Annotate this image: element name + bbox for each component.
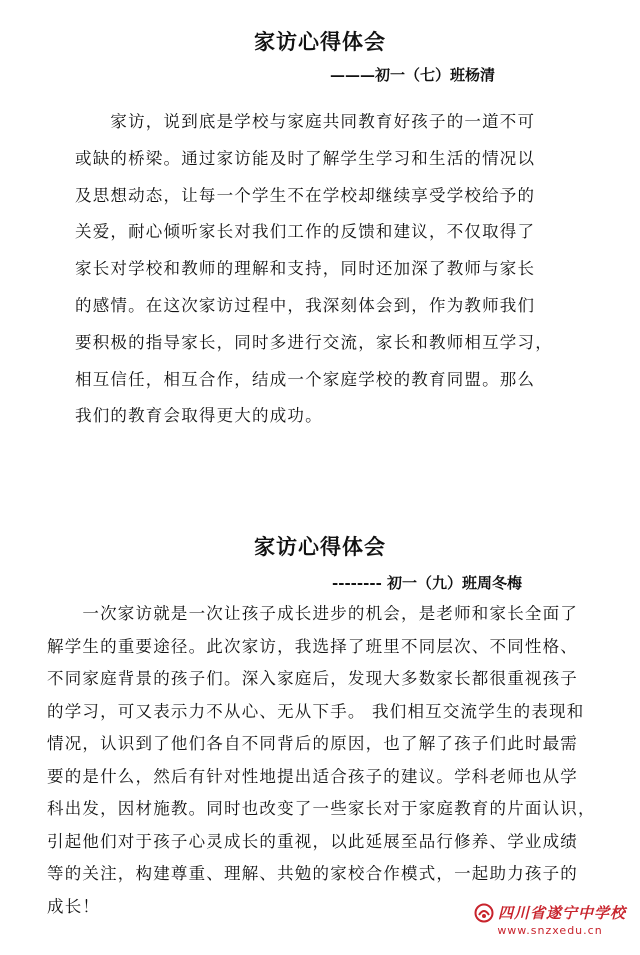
article2-byline: -------- 初一（九）班周冬梅 xyxy=(332,574,523,592)
paragraph-line: 等的关注，构建尊重、理解、共勉的家校合作模式，一起助力孩子的 xyxy=(47,864,578,883)
article1-title: 家访心得体会 xyxy=(254,29,386,54)
paragraph-line: 关爱，耐心倾听家长对我们工作的反馈和建议，不仅取得了 xyxy=(75,222,536,242)
paragraph-line: 科出发，因材施教。同时也改变了一些家长对于家庭教育的片面认识， xyxy=(47,799,596,818)
paragraph-line: 我们的教育会取得更大的成功。 xyxy=(75,406,323,426)
paragraph-line: 家长对学校和教师的理解和支持，同时还加深了教师与家长 xyxy=(75,259,536,279)
paragraph-line: 家访，说到底是学校与家庭共同教育好孩子的一道不可 xyxy=(75,112,536,131)
watermark-url: www.snzxedu.cn xyxy=(497,924,603,937)
paragraph-line: 解学生的重要途径。此次家访，我选择了班里不同层次、不同性格、 xyxy=(47,636,578,656)
paragraph-line: 的感情。在这次家访过程中，我深刻体会到，作为教师我们 xyxy=(75,295,536,315)
paragraph-line: 不同家庭背景的孩子们。深入家庭后，发现大多数家长都很重视孩子 xyxy=(47,669,578,688)
paragraph-line: 或缺的桥梁。通过家访能及时了解学生学习和生活的情况以 xyxy=(75,148,536,168)
paragraph-line: 一次家访就是一次让孩子成长进步的机会，是老师和家长全面了 xyxy=(47,604,578,623)
paragraph-line: 要的是什么，然后有针对性地提出适合孩子的建议。学科老师也从学 xyxy=(47,766,578,786)
article1-byline: ———初一（七）班杨清 xyxy=(330,66,496,84)
school-emblem-icon xyxy=(474,903,494,923)
paragraph-line: 及思想动态，让每一个学生不在学校却继续享受学校给予的 xyxy=(75,185,536,205)
paragraph-line: 情况，认识到了他们各自不同背后的原因，也了解了孩子们此时最需 xyxy=(47,734,578,753)
paragraph-line: 相互信任，相互合作，结成一个家庭学校的教育同盟。那么 xyxy=(75,369,536,389)
article2-body xyxy=(47,598,622,923)
paragraph-line: 要积极的指导家长，同时多进行交流，家长和教师相互学习， xyxy=(75,332,553,352)
article2-title: 家访心得体会 xyxy=(254,534,386,559)
watermark-school-name: 四川省遂宁中学校 xyxy=(497,904,626,922)
paragraph-line: 的学习，可又表示力不从心、无从下手。 我们相互交流学生的表现和 xyxy=(47,701,585,721)
school-watermark xyxy=(470,902,630,937)
paragraph-line: 引起他们对于孩子心灵成长的重视，以此延展至品行修养、学业成绩 xyxy=(47,831,578,851)
paragraph-line: 成长！ xyxy=(47,896,101,916)
article1-body xyxy=(75,104,605,435)
